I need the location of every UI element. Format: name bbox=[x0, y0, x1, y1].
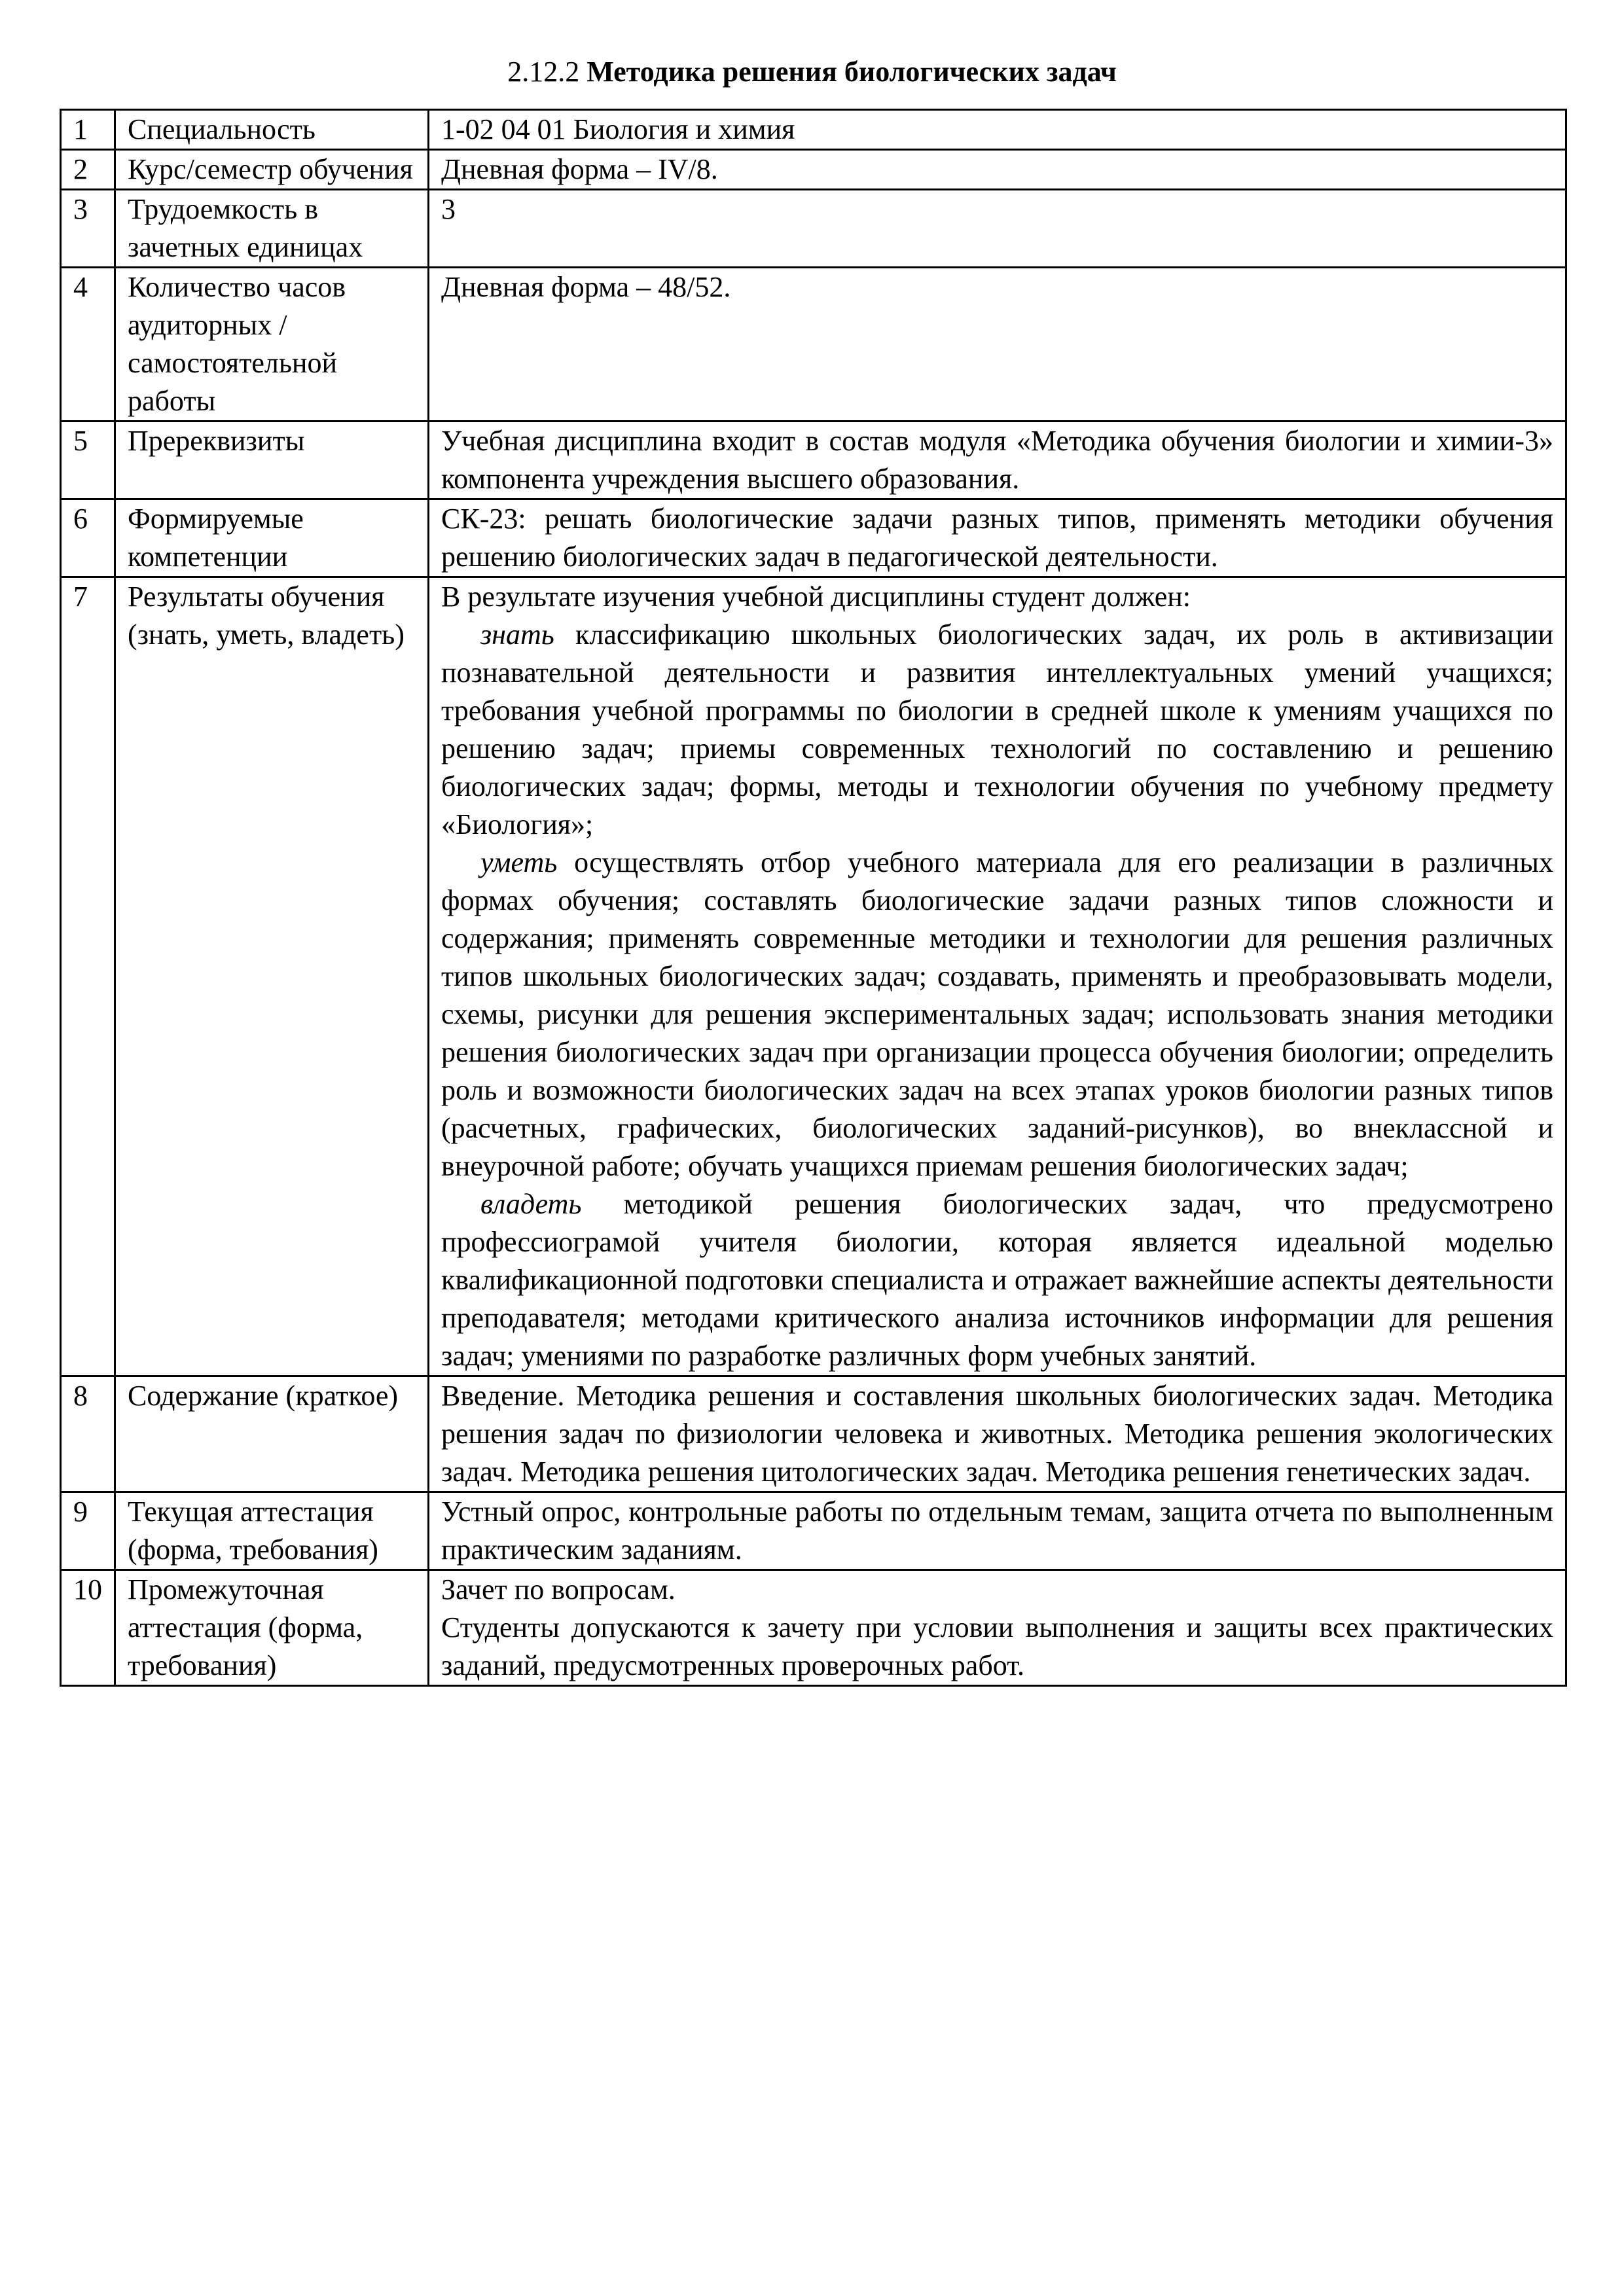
table-row bbox=[61, 1376, 1566, 1492]
outcome-text: методикой решения биологических задач, что предусмотрено профессиограмой учителя биологии, которая является идеальной моделью квалификационной подготовки специалиста и отражает важнейшие аспекты деятельности преподавателя; методами критического анализа источников информации для решения задач; умениями по разработке различных форм учебных занятий. bbox=[441, 1188, 1553, 1372]
row-content bbox=[429, 499, 1566, 577]
table-row bbox=[61, 499, 1566, 577]
row-label: Количество часов аудиторных / самостоятельной работы bbox=[115, 268, 429, 422]
table-row bbox=[61, 268, 1566, 422]
row-content bbox=[429, 422, 1566, 499]
content-paragraph: 3 bbox=[441, 193, 456, 225]
outcome-term: уметь bbox=[480, 846, 558, 878]
row-content bbox=[429, 1492, 1566, 1570]
outcome-text: осуществлять отбор учебного материала для его реализации в различных формах обучения; составлять биологические задачи разных типов сложности и содержания; применять современные методики и технологии для решения различных типов школьных биологических задач; создавать, применять и преобразовывать модели, схемы, рисунки для решения экспериментальных задач; использовать знания методики решения биологических задач при организации процесса обучения биологии; определить роль и возможности биологических задач на всех этапах уроков биологии разных типов (расчетных, графических, биологических заданий-рисунков), во внеклассной и внеурочной работе; обучать учащихся приемам решения биологических задач; bbox=[441, 846, 1553, 1182]
row-label: Текущая аттестация (форма, требования) bbox=[115, 1492, 429, 1570]
row-number: 9 bbox=[61, 1492, 115, 1570]
row-content bbox=[429, 268, 1566, 422]
row-label: Пререквизиты bbox=[115, 422, 429, 499]
title-text: Методика решения биологических задач bbox=[586, 56, 1117, 88]
outcome-term: знать bbox=[480, 619, 554, 651]
row-label: Специальность bbox=[115, 110, 429, 150]
content-paragraph: СК-23: решать биологические задачи разных типов, применять методики обучения решению биологических задач в педагогической деятельности. bbox=[441, 503, 1553, 573]
content-paragraph: 1-02 04 01 Биология и химия bbox=[441, 113, 795, 145]
discipline-table bbox=[60, 109, 1567, 1687]
document-title bbox=[0, 54, 1624, 90]
table-row bbox=[61, 422, 1566, 499]
row-content bbox=[429, 1376, 1566, 1492]
table-row bbox=[61, 110, 1566, 150]
table-row bbox=[61, 190, 1566, 268]
row-number: 3 bbox=[61, 190, 115, 268]
row-number: 5 bbox=[61, 422, 115, 499]
row-content bbox=[429, 1570, 1566, 1686]
title-number: 2.12.2 bbox=[507, 56, 580, 88]
row-number: 1 bbox=[61, 110, 115, 150]
row-number: 10 bbox=[61, 1570, 115, 1686]
content-paragraph: Дневная форма – 48/52. bbox=[441, 271, 731, 303]
row-label: Курс/семестр обучения bbox=[115, 150, 429, 190]
table-row bbox=[61, 1492, 1566, 1570]
row-label: Результаты обучения (знать, уметь, владеть) bbox=[115, 577, 429, 1376]
outcome-term: владеть bbox=[480, 1188, 582, 1220]
outcome-item bbox=[441, 1185, 1553, 1375]
row-number: 2 bbox=[61, 150, 115, 190]
content-paragraph: Дневная форма – IV/8. bbox=[441, 153, 718, 185]
content-paragraph: Студенты допускаются к зачету при условии выполнения и защиты всех практических заданий, предусмотренных проверочных работ. bbox=[441, 1611, 1553, 1681]
row-label: Промежуточная аттестация (форма, требования) bbox=[115, 1570, 429, 1686]
row-number: 6 bbox=[61, 499, 115, 577]
row-number: 7 bbox=[61, 577, 115, 1376]
content-paragraph: Устный опрос, контрольные работы по отдельным темам, защита отчета по выполненным практическим заданиям. bbox=[441, 1496, 1553, 1566]
outcome-text: классификацию школьных биологических задач, их роль в активизации познавательной деятельности и развития интеллектуальных умений учащихся; требования учебной программы по биологии в средней школе к умениям учащихся по решению задач; приемы современных технологий по составлению и решению биологических задач; формы, методы и технологии обучения по учебному предмету «Биология»; bbox=[441, 619, 1553, 840]
row-label: Трудоемкость в зачетных единицах bbox=[115, 190, 429, 268]
content-paragraph: Введение. Методика решения и составления школьных биологических задач. Методика решения задач по физиологии человека и животных. Методика решения экологических задач. Методика решения цитологических задач. Методика решения генетических задач. bbox=[441, 1380, 1553, 1488]
row-label: Содержание (краткое) bbox=[115, 1376, 429, 1492]
content-paragraph: Зачет по вопросам. bbox=[441, 1573, 676, 1605]
row-content bbox=[429, 577, 1566, 1376]
outcomes-intro: В результате изучения учебной дисциплины студент должен: bbox=[441, 581, 1191, 613]
outcome-item bbox=[441, 616, 1553, 844]
row-label: Формируемые компетенции bbox=[115, 499, 429, 577]
row-number: 8 bbox=[61, 1376, 115, 1492]
row-content bbox=[429, 110, 1566, 150]
table-row bbox=[61, 150, 1566, 190]
outcome-item bbox=[441, 844, 1553, 1185]
table-row bbox=[61, 577, 1566, 1376]
table-row bbox=[61, 1570, 1566, 1686]
row-content bbox=[429, 190, 1566, 268]
content-paragraph: Учебная дисциплина входит в состав модуля «Методика обучения биологии и химии-3» компонента учреждения высшего образования. bbox=[441, 425, 1553, 495]
row-number: 4 bbox=[61, 268, 115, 422]
row-content bbox=[429, 150, 1566, 190]
